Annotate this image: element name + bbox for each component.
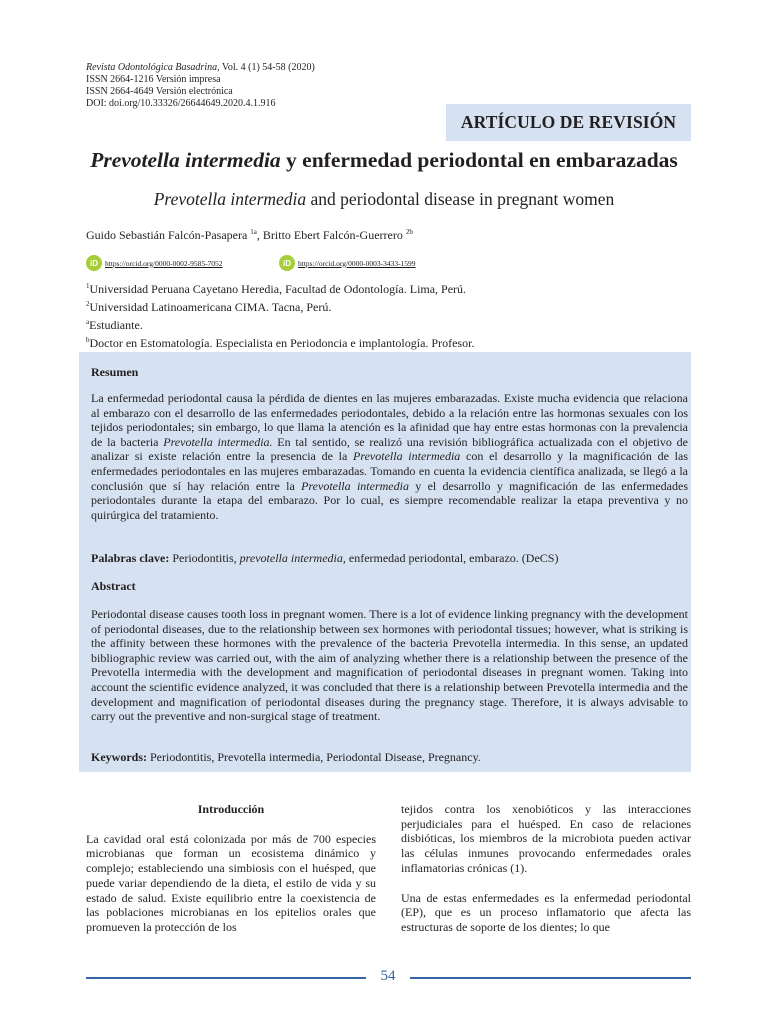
author-1: Guido Sebastián Falcón-Pasapera bbox=[86, 228, 251, 242]
orcid-url-1[interactable]: https://orcid.org/0000-0002-9585-7052 bbox=[105, 258, 223, 268]
affil-text: Universidad Latinoamericana CIMA. Tacna, Perú. bbox=[89, 300, 332, 314]
resumen-text bbox=[91, 391, 688, 522]
author-1-affil: 1a bbox=[250, 228, 257, 236]
journal-volume: , Vol. 4 (1) 54-58 (2020) bbox=[217, 62, 315, 73]
resumen-part: con el desarrollo y la magnificación de las enfermedades periodontales en las mujeres embarazadas. Tomando en cuenta la evidencia científica analizada, se llegó a la conclusión que sí hay relación entre la bbox=[91, 449, 688, 493]
title-spanish-rest: y enfermedad periodontal en embarazadas bbox=[280, 148, 678, 172]
journal-name: Revista Odontológica Basadrina bbox=[86, 62, 218, 73]
affil-marker: 1 bbox=[86, 282, 90, 290]
intro-heading: Introducción bbox=[197, 802, 265, 816]
keywords-text: Periodontitis, Prevotella intermedia, Periodontal Disease, Pregnancy. bbox=[147, 750, 481, 764]
orcid-link-2[interactable] bbox=[279, 255, 416, 271]
affil-marker: a bbox=[86, 318, 90, 326]
resumen-part: En tal sentido, se realizó una revisión bibliográfica actualizada con el objetivo de analizar si existe relación entre la presencia de la bbox=[91, 434, 688, 464]
affiliation-a bbox=[86, 315, 474, 333]
affil-text: Estudiante. bbox=[89, 318, 143, 332]
orcid-url-2[interactable]: https://orcid.org/0000-0003-3433-1599 bbox=[298, 258, 416, 268]
section-label: ARTÍCULO DE REVISIÓN bbox=[446, 104, 691, 141]
affil-text: Universidad Peruana Cayetano Heredia, Facultad de Odontología. Lima, Perú. bbox=[89, 282, 467, 296]
issn-online: ISSN 2664-4649 Versión electrónica bbox=[86, 86, 233, 97]
resumen-italic: Prevotella intermedia bbox=[353, 449, 461, 464]
resumen-part: La enfermedad periodontal causa la pérdida de dientes en las mujeres embarazadas. Existe mucha evidencia que relaciona al embarazo con el desarrollo de las enfermedades periodontales, debido a la relación entre las hormonas sexuales con los tejidos periodontales; sin embargo, lo que llama la atención es la afinidad que hay entre estas hormonas con la prevalencia de la bacteria bbox=[91, 391, 688, 449]
issn-print: ISSN 2664-1216 Versión impresa bbox=[86, 74, 221, 85]
left-column bbox=[86, 802, 376, 950]
intro-right-paragraph-2: Una de estas enfermedades es la enfermedad periodontal (EP), que es un proceso inflamatorio que afecta las estructuras de soporte de los dientes; lo que bbox=[401, 890, 691, 934]
title-english bbox=[0, 189, 768, 210]
keywords bbox=[91, 750, 481, 765]
orcid-link-1[interactable] bbox=[86, 255, 223, 271]
resumen-heading: Resumen bbox=[91, 365, 139, 379]
affiliation-b bbox=[86, 333, 474, 351]
author-separator: , bbox=[256, 228, 263, 242]
title-spanish bbox=[0, 148, 768, 173]
abstract-heading: Abstract bbox=[91, 579, 136, 593]
abstract-text: Periodontal disease causes tooth loss in pregnant women. There is a lot of evidence linking pregnancy with the development of periodontal diseases, due to the relationship between sex hormones with periodontal tissues; however, what is striking is the affinity between these hormones with the prevalence of the bacteria Prevotella intermedia. In this sense, an updated bibliographic review was carried out, with the aim of analyzing whether there is a relationship between the presence of the Prevotella intermedia with the development and magnification of periodontal diseases in pregnant women. Taking into account the scientific evidence analyzed, it was concluded that there is a relationship between Prevotella intermedia and the development and magnification of periodontal diseases during the pregnancy stage. Therefore, it is always advisable to carry out the preventive and non-surgical stage of treatment. bbox=[91, 607, 688, 724]
palabras-clave-label: Palabras clave: bbox=[91, 551, 170, 565]
affil-marker: 2 bbox=[86, 300, 90, 308]
palabras-clave bbox=[91, 551, 558, 566]
affiliations bbox=[86, 279, 474, 351]
author-list bbox=[86, 228, 413, 243]
resumen-part: y el desarrollo y magnificación de las enfermedades periodontales durante la etapa del embarazo. Por lo cual, es siempre recomendable realizar la etapa preventiva y no quirúrgica del tratamiento. bbox=[91, 478, 688, 522]
journal-metadata bbox=[86, 62, 315, 110]
author-2-affil: 2b bbox=[405, 228, 413, 236]
footer-rule-left bbox=[86, 977, 366, 979]
affiliation-2 bbox=[86, 297, 474, 315]
keywords-label: Keywords: bbox=[91, 750, 147, 764]
title-spanish-italic: Prevotella intermedia bbox=[90, 148, 281, 172]
affil-text: Doctor en Estomatología. Especialista en Periodoncia e implantología. Profesor. bbox=[89, 336, 475, 350]
palabras-clave-text: , enfermedad periodontal, embarazo. (DeCS) bbox=[342, 551, 559, 565]
resumen-italic: Prevotella intermedia bbox=[301, 478, 409, 493]
journal-citation bbox=[86, 62, 315, 74]
right-column bbox=[401, 802, 691, 950]
orcid-icon: iD bbox=[279, 255, 295, 271]
title-english-italic: Prevotella intermedia bbox=[153, 189, 307, 209]
affil-marker: b bbox=[86, 336, 90, 344]
resumen-italic: Prevotella intermedia. bbox=[163, 434, 273, 449]
page-number: 54 bbox=[380, 968, 396, 984]
intro-right-paragraph-1: tejidos contra los xenobióticos y las interacciones perjudiciales para el huésped. En caso de relaciones disbióticas, los miembros de la microbiota pueden activar las células inmunes provocando enfermedades orales inflamatorias crónicas (1). bbox=[401, 802, 691, 875]
footer-rule-right bbox=[410, 977, 691, 979]
author-2: Britto Ebert Falcón-Guerrero bbox=[262, 228, 406, 242]
palabras-clave-text: Periodontitis, bbox=[169, 551, 240, 565]
palabras-clave-italic: prevotella intermedia bbox=[239, 551, 343, 565]
intro-left-paragraph: La cavidad oral está colonizada por más de 700 especies microbianas que forman un ecosistema dinámico y complejo; estableciendo una simbiosis con el huésped, que puede variar dependiendo de la dieta, el estilo de vida y su estado de salud. Existe equilibrio entre la coexistencia de las poblaciones microbianas en los epitelios orales que promueven la protección de los bbox=[86, 831, 376, 934]
title-english-rest: and periodontal disease in pregnant women bbox=[306, 189, 615, 209]
orcid-icon: iD bbox=[86, 255, 102, 271]
affiliation-1 bbox=[86, 279, 474, 297]
doi: DOI: doi.org/10.33326/26644649.2020.4.1.916 bbox=[86, 98, 276, 109]
